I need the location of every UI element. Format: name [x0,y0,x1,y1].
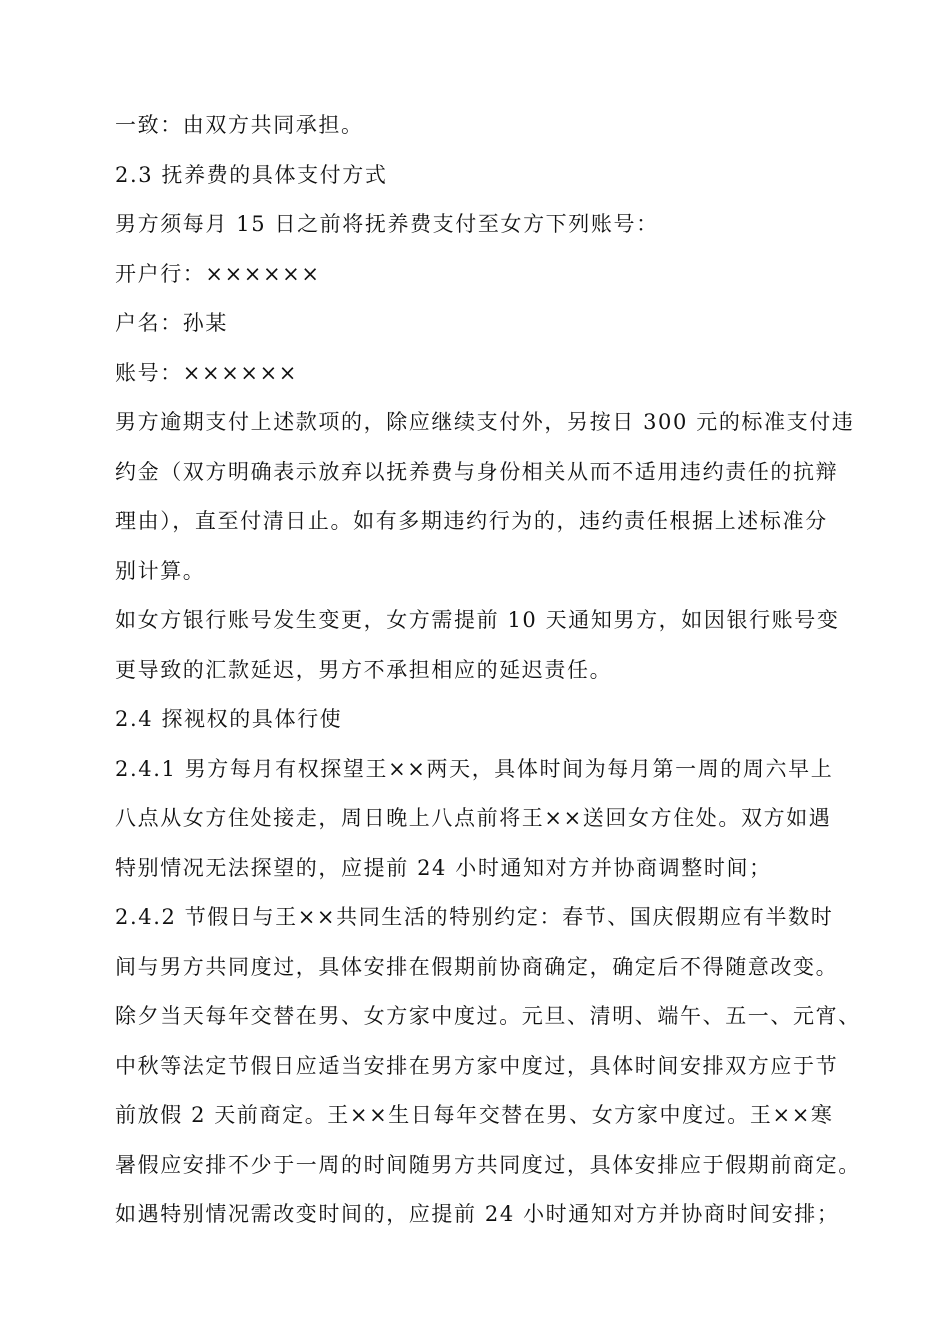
section-heading-2-3: 2.3 抚养费的具体支付方式 [115,162,388,187]
text-line: 除夕当天每年交替在男、女方家中度过。元旦、清明、端午、五一、元宵、 [115,1004,861,1028]
text-line: 男方须每月 15 日之前将抚养费支付至女方下列账号： [115,212,659,236]
text-line: 一致：由双方共同承担。 [115,113,364,137]
text-line: 理由），直至付清日止。如有多期违约行为的，违约责任根据上述标准分 [115,509,828,533]
text-line: 如遇特别情况需改变时间的，应提前 24 小时通知对方并协商时间安排； [115,1202,840,1226]
text-line: 暑假应安排不少于一周的时间随男方共同度过，具体安排应于假期前商定。 [115,1152,861,1177]
text-line: 八点从女方住处接走，周日晚上八点前将王××送回女方住处。双方如遇 [115,806,832,830]
text-line: 如女方银行账号发生变更，女方需提前 10 天通知男方，如因银行账号变 [115,608,840,632]
text-line: 中秋等法定节假日应适当安排在男方家中度过，具体时间安排双方应于节 [115,1053,839,1078]
text-line: 男方逾期支付上述款项的，除应继续支付外，另按日 300 元的标准支付违 [115,410,855,434]
document-body [115,101,861,1240]
text-line: 更导致的汇款延迟，男方不承担相应的延迟责任。 [115,657,613,682]
text-line: 间与男方共同度过，具体安排在假期前协商确定，确定后不得随意改变。 [115,954,839,979]
account-number-line: 账号：×××××× [115,360,298,385]
text-line: 别计算。 [115,558,206,583]
text-line: 特别情况无法探望的，应提前 24 小时通知对方并协商调整时间； [115,855,772,880]
account-holder-line: 户名：孙某 [115,311,228,335]
text-line: 前放假 2 天前商定。王××生日每年交替在男、女方家中度过。王××寒 [115,1103,834,1127]
text-line: 约金（双方明确表示放弃以抚养费与身份相关从而不适用违约责任的抗辩 [115,459,839,484]
text-line: 2.4.2 节假日与王××共同生活的特别约定：春节、国庆假期应有半数时 [115,905,834,929]
text-line: 2.4.1 男方每月有权探望王××两天，具体时间为每月第一周的周六早上 [115,756,834,781]
section-heading-2-4: 2.4 探视权的具体行使 [115,707,343,731]
bank-name-line: 开户行：×××××× [115,261,321,286]
